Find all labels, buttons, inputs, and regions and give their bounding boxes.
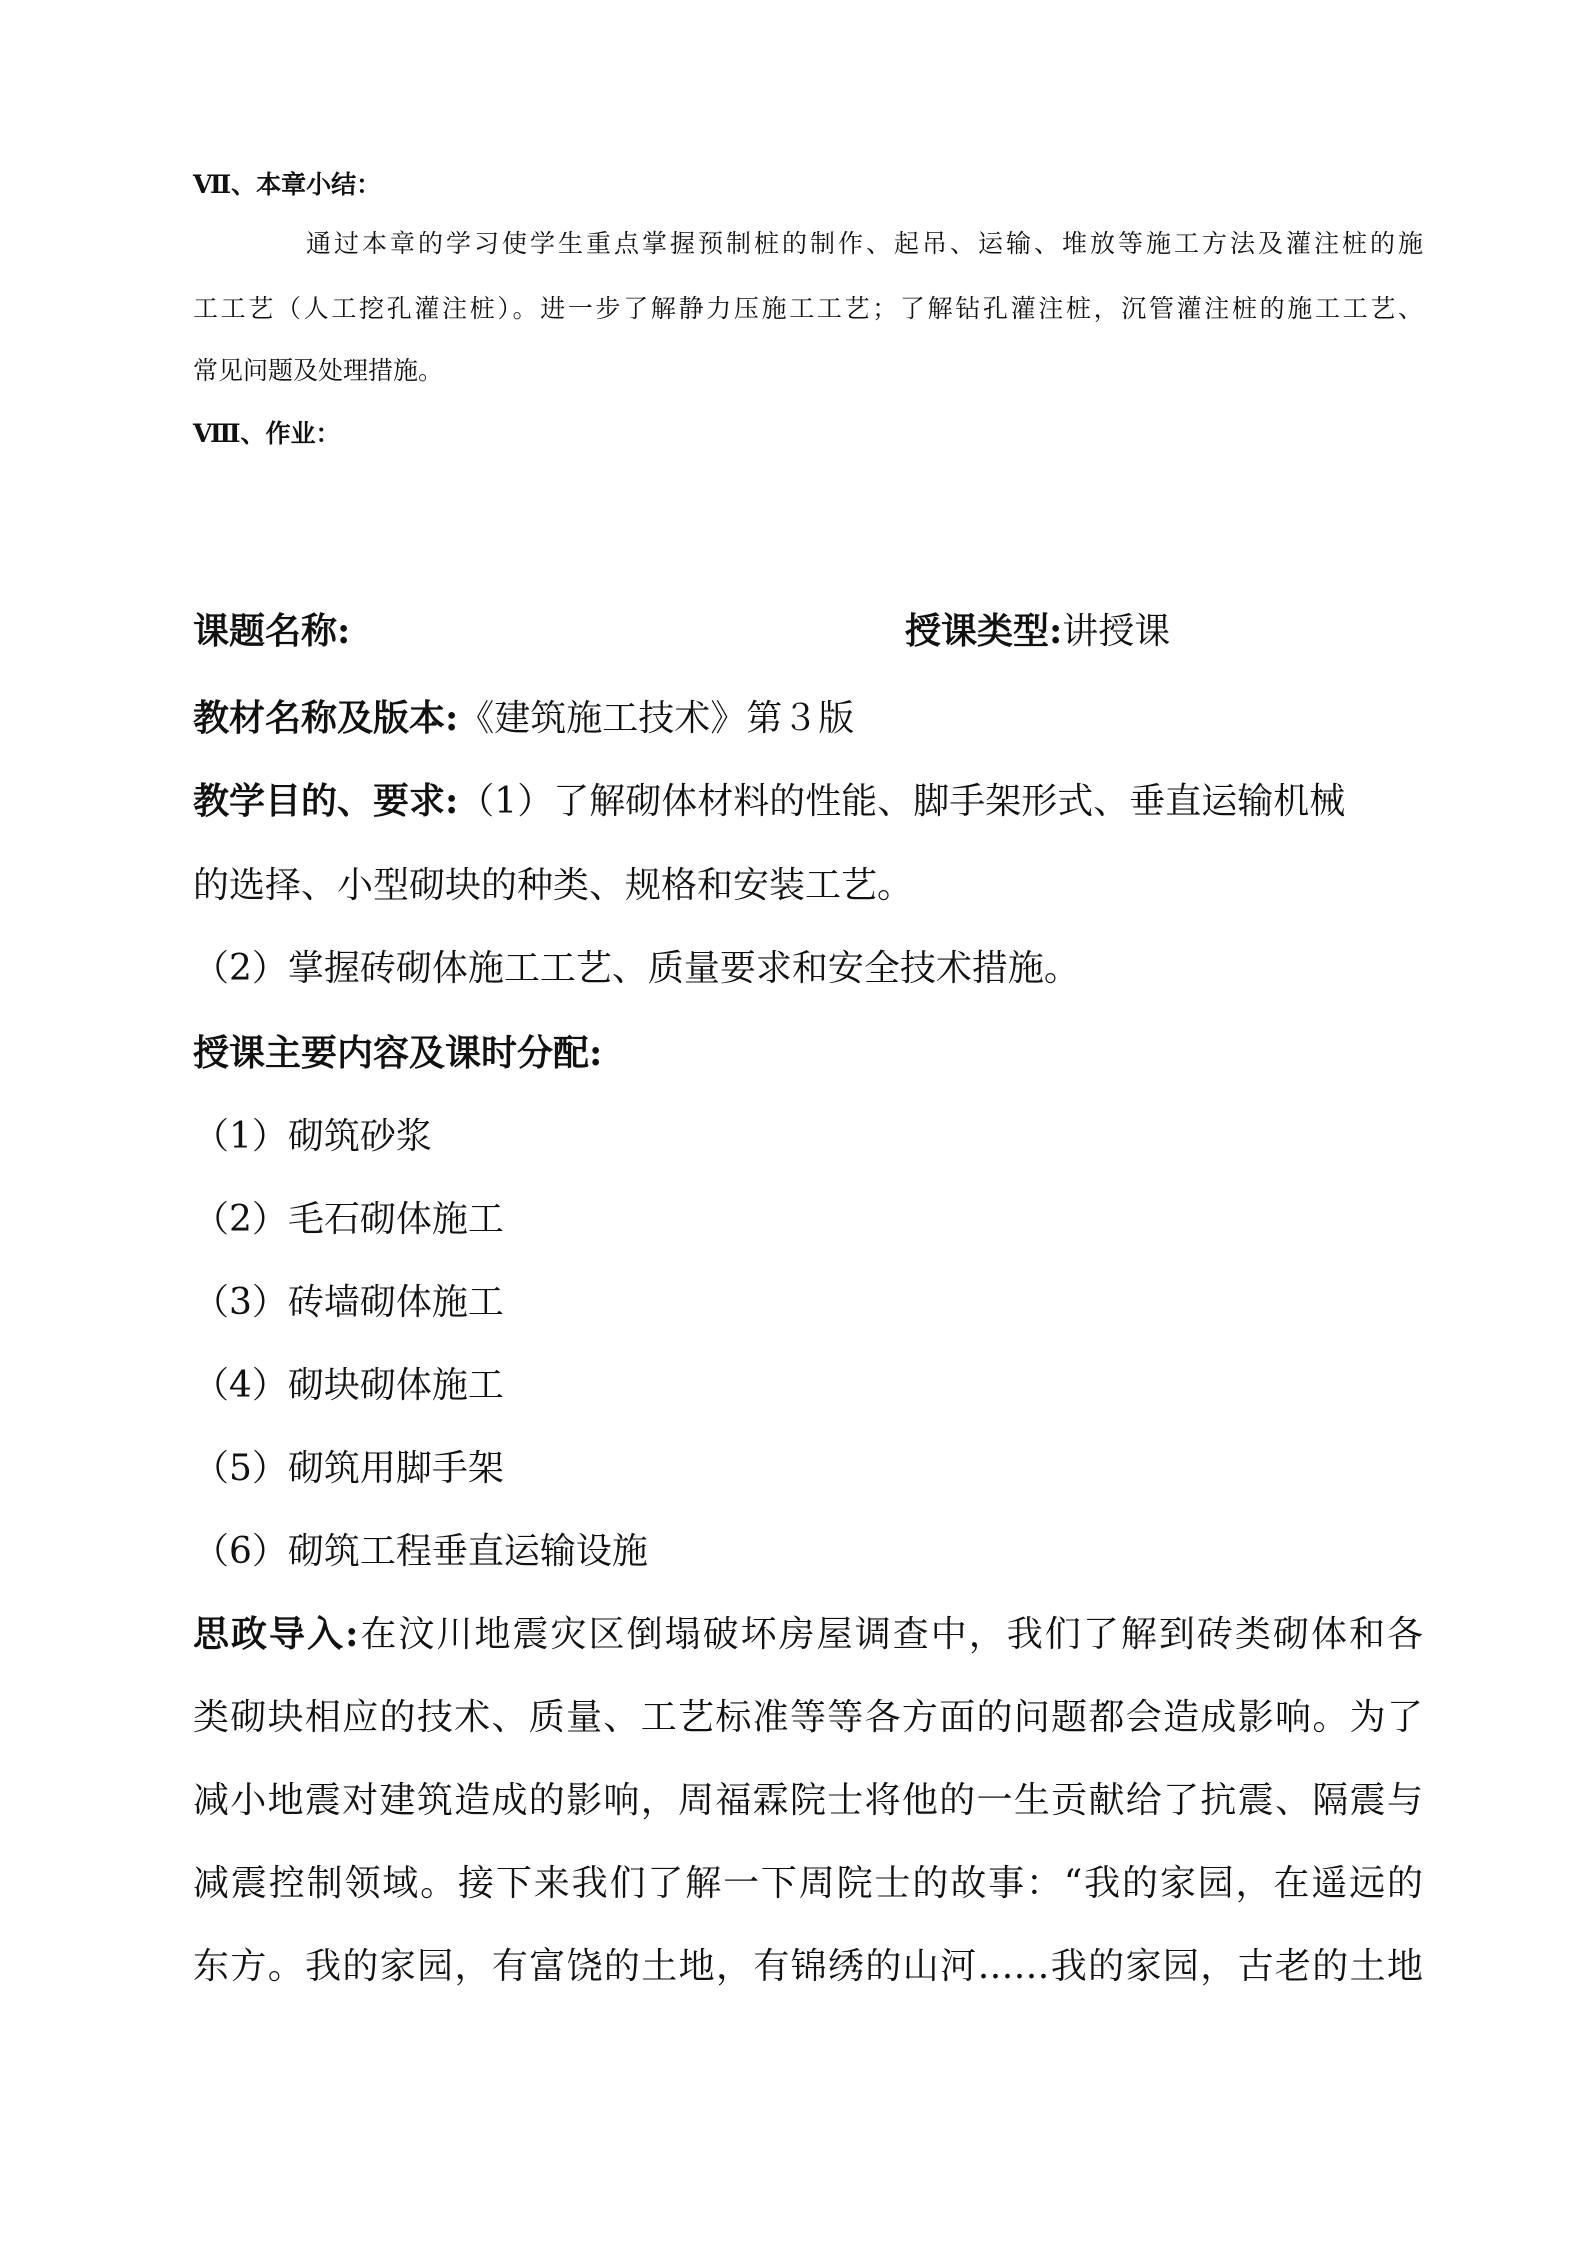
goals-line-3: （2）掌握砖砌体施工工艺、质量要求和安全技术措施。 [193, 948, 1080, 989]
summary-line-1: 通过本章的学习使学生重点掌握预制桩的制作、起吊、运输、堆放等施工方法及灌注桩的施 [306, 229, 1423, 258]
ideology-line: 东方。我的家园，有富饶的土地，有锦绣的山河……我的家园，古老的土地 [193, 1946, 1423, 1987]
content-item: （5）砌筑用脚手架 [193, 1448, 504, 1489]
content-item: （4）砌块砌体施工 [193, 1365, 504, 1406]
ideology-line: 减小地震对建筑造成的影响，周福霖院士将他的一生贡献给了抗震、隔震与 [193, 1780, 1423, 1821]
homework-heading: Ⅷ、作业： [193, 419, 341, 448]
textbook-label: 教材名称及版本: [193, 697, 459, 739]
ideology-line: 减震控制领域。接下来我们了解一下周院士的故事：“我的家园，在遥远的 [193, 1863, 1423, 1904]
goals-label: 教学目的、要求: [193, 780, 459, 822]
summary-heading: Ⅶ、本章小结： [193, 170, 382, 199]
content-item: （3）砖墙砌体施工 [193, 1282, 504, 1323]
content-item: （6）砌筑工程垂直运输设施 [193, 1531, 648, 1572]
goals-text-1: （1）了解砌体材料的性能、脚手架形式、垂直运输机械 [458, 781, 1346, 822]
ideology-line-1 [193, 1606, 1423, 1657]
goals-line-2: 的选择、小型砌块的种类、规格和安装工艺。 [193, 865, 914, 906]
summary-line-3: 常见问题及处理措施。 [193, 356, 444, 385]
ideology-label: 思政导入: [193, 1613, 359, 1655]
lesson-type-label: 授课类型: [905, 610, 1063, 652]
content-item: （2）毛石砌体施工 [193, 1199, 504, 1240]
goals-line-1 [193, 773, 1345, 824]
content-item: （1）砌筑砂浆 [193, 1116, 432, 1157]
textbook-line [193, 690, 854, 741]
content-heading: 授课主要内容及课时分配: [193, 1032, 603, 1074]
topic-label: 课题名称: [193, 610, 351, 652]
lesson-type-value: 讲授课 [1062, 611, 1171, 652]
ideology-text-1: 在汶川地震灾区倒塌破坏房屋调查中，我们了解到砖类砌体和各 [358, 1614, 1423, 1655]
ideology-line: 类砌块相应的技术、质量、工艺标准等等各方面的问题都会造成影响。为了 [193, 1697, 1423, 1738]
textbook-value: 《建筑施工技术》第３版 [458, 698, 855, 739]
summary-line-2: 工工艺（人工挖孔灌注桩）。进一步了解静力压施工工艺；了解钻孔灌注桩，沉管灌注桩的施工工艺、 [193, 294, 1423, 323]
lesson-type [905, 603, 1170, 654]
